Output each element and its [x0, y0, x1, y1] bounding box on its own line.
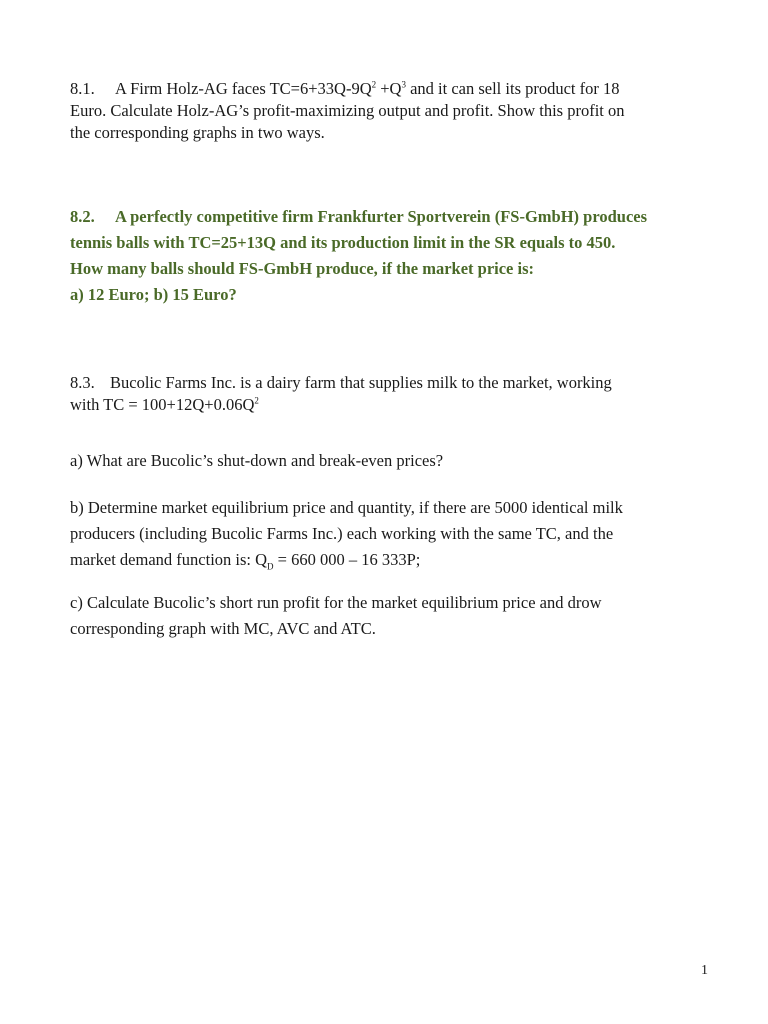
page-number: 1	[701, 963, 708, 978]
problem-8-1-line-1	[70, 78, 710, 100]
problem-text: with TC = 100+12Q+0.06Q	[70, 395, 255, 414]
problem-text: and it can sell its product for 18	[405, 79, 620, 98]
problem-text: market demand function is: Q	[70, 550, 268, 569]
problem-number: 8.2.	[70, 207, 95, 226]
problem-text: +Q	[376, 79, 402, 98]
problem-text: A perfectly competitive firm Frankfurter Sportverein (FS-GmbH) produces	[115, 207, 648, 226]
problem-8-2-line-3: How many balls should FS-GmbH produce, if the market price is:	[70, 259, 535, 278]
problem-8-3-part-c	[70, 590, 710, 642]
problem-8-1	[70, 78, 710, 144]
part-b-line-3	[70, 547, 710, 573]
superscript: 3	[401, 79, 406, 90]
problem-8-2-line-2: tennis balls with TC=25+13Q and its production limit in the SR equals to 450.	[70, 233, 616, 252]
problem-text: = 660 000 – 16 333P;	[273, 550, 421, 569]
problem-8-2	[70, 204, 710, 308]
problem-number: 8.1.	[70, 79, 95, 98]
problem-text: Bucolic Farms Inc. is a dairy farm that supplies milk to the market, working	[110, 373, 612, 392]
part-b-line-1: b) Determine market equilibrium price and quantity, if there are 5000 identical milk	[70, 498, 623, 517]
problem-8-1-line-2: Euro. Calculate Holz-AG’s profit-maximizing output and profit. Show this profit on	[70, 101, 625, 120]
problem-8-3	[70, 372, 710, 416]
problem-text: A Firm Holz-AG faces TC=6+33Q-9Q	[115, 79, 372, 98]
problem-8-3-line-2	[70, 394, 710, 416]
problem-8-2-line-1	[70, 204, 710, 230]
superscript: 2	[254, 395, 259, 406]
problem-8-3-line-1	[70, 372, 710, 394]
problem-number: 8.3.	[70, 373, 95, 392]
problem-8-2-line-4: a) 12 Euro; b) 15 Euro?	[70, 285, 237, 304]
problem-8-3-part-a	[70, 450, 710, 472]
subscript: D	[267, 561, 274, 572]
superscript: 2	[371, 79, 377, 90]
part-c-line-2: corresponding graph with MC, AVC and ATC.	[70, 619, 376, 638]
part-b-line-2: producers (including Bucolic Farms Inc.) each working with the same TC, and the	[70, 524, 614, 543]
part-c-line-1: c) Calculate Bucolic’s short run profit for the market equilibrium price and drow	[70, 593, 602, 612]
problem-8-1-line-3: the corresponding graphs in two ways.	[70, 123, 325, 142]
part-a-text: a) What are Bucolic’s shut-down and break-even prices?	[70, 451, 444, 470]
problem-8-3-part-b	[70, 495, 710, 573]
